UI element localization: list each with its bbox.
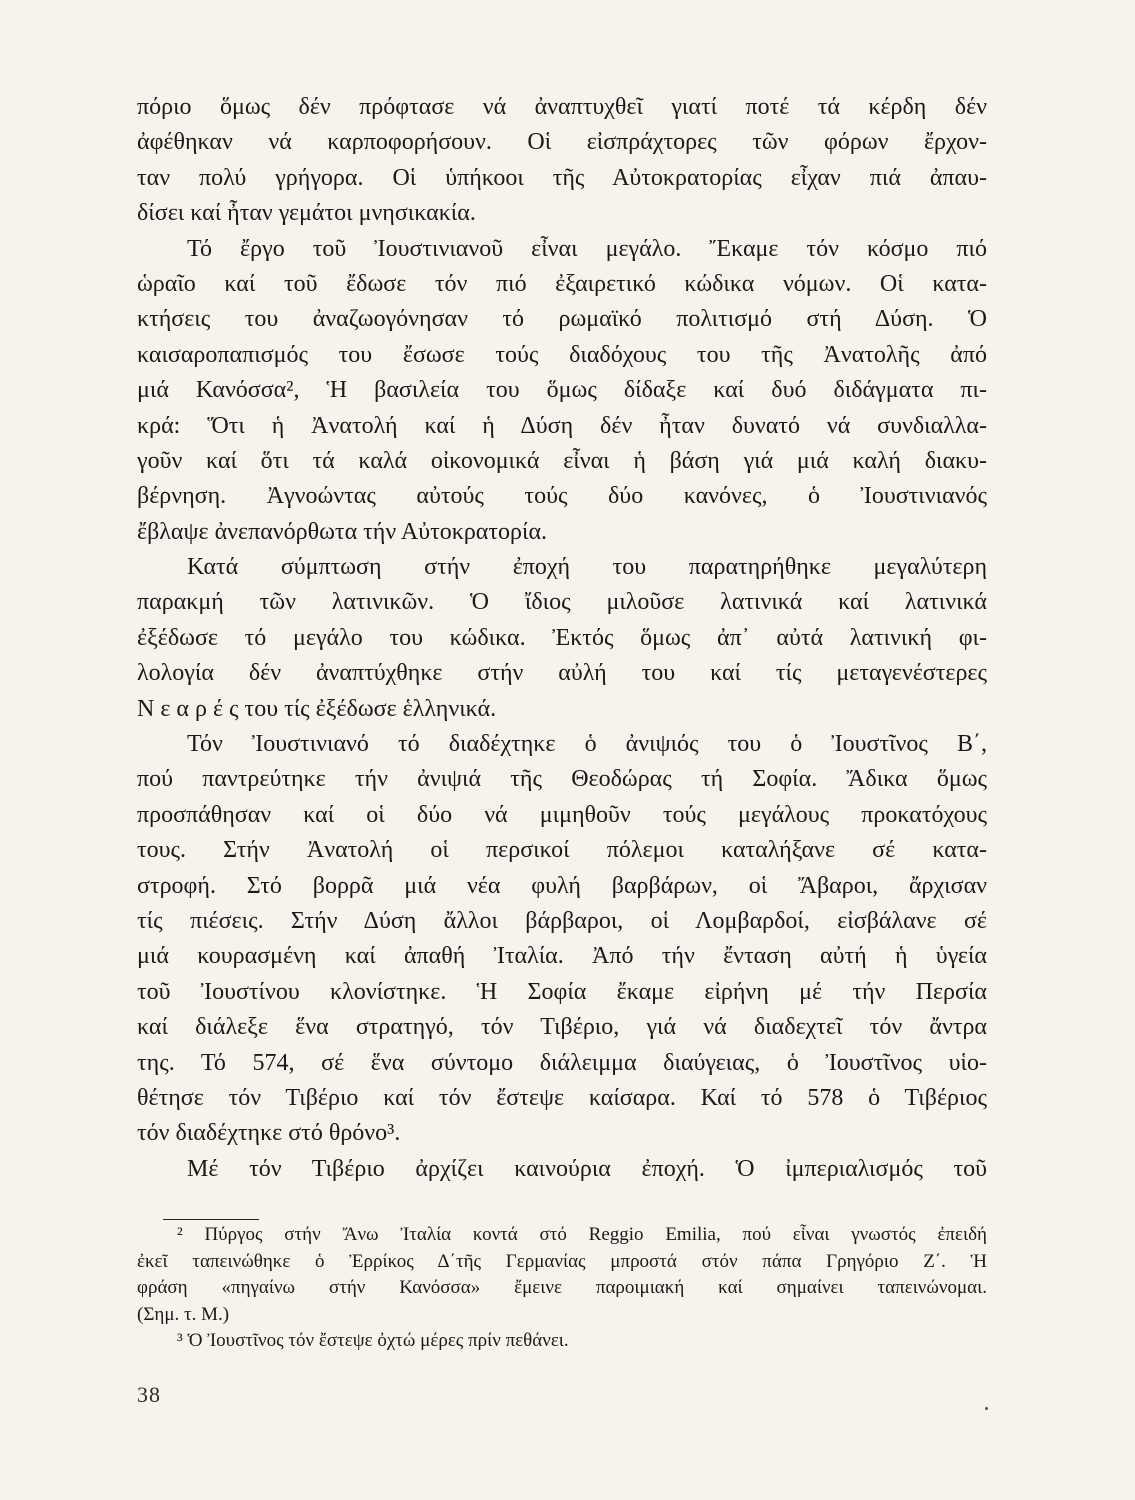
footnotes	[137, 1222, 987, 1355]
text-line: πόριο ὅμως δέν πρόφτασε νά ἀναπτυχθεῖ γιατί ποτέ τά κέρδη δέν	[137, 94, 987, 120]
text-line: θέτησε τόν Τιβέριο καί τόν ἔστεψε καίσαρα. Καί τό 578 ὁ Τιβέριος	[137, 1084, 987, 1111]
text-line: ἐξέδωσε τό μεγάλο του κώδικα. Ἐκτός ὅμως ἀπ᾽ αὐτά λατινική φι-	[137, 624, 987, 651]
text-line: τους. Στήν Ἀνατολή οἱ περσικοί πόλεμοι καταλήξανε σέ κατα-	[137, 837, 987, 864]
text-line: ἀφέθηκαν νά καρποφορήσουν. Οἱ εἰσπράχτορες τῶν φόρων ἔρχον-	[137, 129, 987, 156]
text-line: Ν ε α ρ έ ς του τίς ἐξέδωσε ἑλληνικά.	[137, 695, 497, 722]
footnote-line: ἐκεῖ ταπεινώθηκε ὁ Ἐρρίκος Δ΄τῆς Γερμανίας μπροστά στόν πάπα Γρηγόριο Ζ΄. Ἡ	[137, 1250, 987, 1272]
text-line: παρακμή τῶν λατινικῶν. Ὁ ἴδιος μιλοῦσε λατινικά καί λατινικά	[137, 589, 987, 616]
footnote-line: ³ Ὁ Ἰουστῖνος τόν ἔστεψε ὀχτώ μέρες πρίν πεθάνει.	[177, 1330, 569, 1351]
paper-speck	[985, 1407, 988, 1410]
footnote-rule	[163, 1219, 259, 1220]
text-line: γοῦν καί ὅτι τά καλά οἰκονομικά εἶναι ἡ βάση γιά μιά καλή διακυ-	[137, 447, 987, 474]
text-line: της. Τό 574, σέ ἕνα σύντομο διάλειμμα διαύγειας, ὁ Ἰουστῖνος υἱο-	[137, 1049, 987, 1076]
text-line: Τόν Ἰουστινιανό τό διαδέχτηκε ὁ ἀνιψιός του ὁ Ἰουστῖνος Β΄,	[187, 731, 987, 758]
text-line: τοῦ Ἰουστίνου κλονίστηκε. Ἡ Σοφία ἔκαμε εἰρήνη μέ τήν Περσία	[137, 978, 987, 1005]
text-line: κρά: Ὅτι ἡ Ἀνατολή καί ἡ Δύση δέν ἦταν δυνατό νά συνδιαλλα-	[137, 412, 987, 439]
text-line: κτήσεις του ἀναζωογόνησαν τό ρωμαϊκό πολιτισμό στή Δύση. Ὁ	[137, 306, 987, 333]
text-line: δίσει καί ἦταν γεμάτοι μνησικακία.	[137, 200, 476, 227]
text-line: τόν διαδέχτηκε στό θρόνο³.	[137, 1120, 401, 1147]
text-line: βέρνηση. Ἀγνοώντας αὐτούς τούς δύο κανόνες, ὁ Ἰουστινιανός	[137, 483, 987, 510]
text-line: Κατά σύμπτωση στήν ἐποχή του παρατηρήθηκε μεγαλύτερη	[187, 554, 987, 581]
body-text	[137, 90, 987, 1187]
text-line: τίς πιέσεις. Στήν Δύση ἄλλοι βάρβαροι, οἱ Λομβαρδοί, εἰσβάλανε σέ	[137, 907, 987, 934]
text-line: Μέ τόν Τιβέριο ἀρχίζει καινούρια ἐποχή. Ὁ ἰμπεριαλισμός τοῦ	[187, 1155, 987, 1182]
text-line: ἔβλαψε ἀνεπανόρθωτα τήν Αὐτοκρατορία.	[137, 518, 548, 545]
footnote-line: ² Πύργος στήν Ἄνω Ἰταλία κοντά στό Reggio Emilia, πού εἶναι γνωστός ἐπειδή	[177, 1224, 987, 1245]
text-line: λολογία δέν ἀναπτύχθηκε στήν αὐλή του καί τίς μεταγενέστερες	[137, 660, 987, 687]
page-number: 38	[137, 1382, 161, 1407]
footnote-line: φράση «πηγαίνω στήν Κανόσσα» ἔμεινε παροιμιακή καί σημαίνει ταπεινώνομαι.	[137, 1277, 987, 1298]
text-line: καί διάλεξε ἕνα στρατηγό, τόν Τιβέριο, γιά νά διαδεχτεῖ τόν ἄντρα	[137, 1014, 987, 1041]
text-line: καισαροπαπισμός του ἔσωσε τούς διαδόχους του τῆς Ἀνατολῆς ἀπό	[137, 341, 987, 368]
footnote-line: (Σημ. τ. Μ.)	[137, 1303, 230, 1325]
text-line: ταν πολύ γρήγορα. Οἱ ὑπήκοοι τῆς Αὐτοκρατορίας εἶχαν πιά ἀπαυ-	[137, 164, 987, 191]
text-line: προσπάθησαν καί οἱ δύο νά μιμηθοῦν τούς μεγάλους προκατόχους	[137, 801, 987, 828]
text-line: μιά Κανόσσα², Ἡ βασιλεία του ὅμως δίδαξε καί δυό διδάγματα πι-	[137, 377, 987, 404]
text-line: ὡραῖο καί τοῦ ἔδωσε τόν πιό ἐξαιρετικό κώδικα νόμων. Οἱ κατα-	[137, 270, 987, 297]
text-line: μιά κουρασμένη καί ἀπαθή Ἰταλία. Ἀπό τήν ἔνταση αὐτή ἡ ὑγεία	[137, 943, 987, 970]
text-line: πού παντρεύτηκε τήν ἀνιψιά τῆς Θεοδώρας τή Σοφία. Ἄδικα ὅμως	[137, 766, 987, 793]
text-line: στροφή. Στό βορρᾶ μιά νέα φυλή βαρβάρων, οἱ Ἄβαροι, ἄρχισαν	[137, 872, 987, 899]
text-line: Τό ἔργο τοῦ Ἰουστινιανοῦ εἶναι μεγάλο. Ἔκαμε τόν κόσμο πιό	[187, 235, 987, 262]
